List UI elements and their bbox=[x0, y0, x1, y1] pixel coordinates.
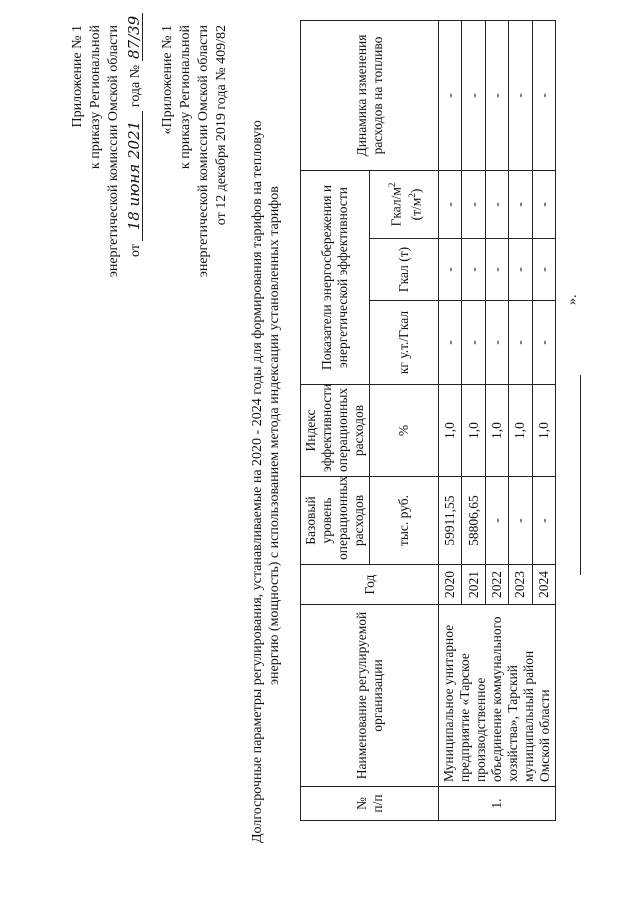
appendix-commission: энергетической комиссии Омской области bbox=[106, 25, 121, 278]
appendix-date-line bbox=[126, 13, 144, 257]
cell-gcal-m2: - bbox=[509, 170, 532, 238]
cell-index: 1,0 bbox=[439, 385, 462, 477]
handwritten-date: 18 июня 2021 bbox=[126, 111, 143, 241]
unit-gcal-m2-text: Гкал/м bbox=[388, 187, 403, 227]
year-no-label: года № bbox=[128, 64, 143, 108]
cell-fuel: - bbox=[485, 20, 508, 170]
unit-kg-fuel: кг у.т./Гкал bbox=[370, 301, 439, 385]
cell-gcal-m2: - bbox=[532, 170, 555, 238]
cell-year: 2020 bbox=[439, 565, 462, 605]
cell-kg: - bbox=[439, 301, 462, 385]
header-efficiency-index: Индекс эффективности операционных расходов bbox=[301, 385, 370, 477]
cell-year: 2023 bbox=[509, 565, 532, 605]
cell-base: - bbox=[485, 477, 508, 565]
cell-fuel: - bbox=[509, 20, 532, 170]
unit-close: ) bbox=[408, 188, 424, 194]
appendix-order-ref: к приказу Региональной bbox=[88, 25, 103, 170]
cell-index: 1,0 bbox=[509, 385, 532, 477]
cell-gcal: - bbox=[485, 239, 508, 301]
cell-gcal: - bbox=[462, 239, 485, 301]
cell-index: 1,0 bbox=[462, 385, 485, 477]
quoted-appendix-date: от 12 декабря 2019 года № 409/82 bbox=[214, 25, 229, 226]
header-fuel-dynamics: Динамика изменения расходов на топливо bbox=[301, 20, 439, 170]
table-header-row bbox=[301, 20, 370, 820]
handwritten-number: 87/39 bbox=[126, 13, 143, 61]
quoted-appendix-title: «Приложение № 1 bbox=[160, 25, 175, 135]
unit-base: тыс. руб. bbox=[370, 477, 439, 565]
signature-divider bbox=[580, 375, 581, 575]
quoted-appendix-commission: энергетической комиссии Омской области bbox=[196, 25, 211, 278]
unit-index: % bbox=[370, 385, 439, 477]
cell-gcal: - bbox=[439, 239, 462, 301]
quoted-appendix-order-ref: к приказу Региональной bbox=[178, 25, 193, 170]
cell-fuel: - bbox=[439, 20, 462, 170]
appendix-title: Приложение № 1 bbox=[70, 25, 85, 128]
unit-tm2-text: (т/м bbox=[408, 197, 424, 221]
date-prefix: от bbox=[128, 244, 143, 257]
cell-index: 1,0 bbox=[532, 385, 555, 477]
cell-kg: - bbox=[509, 301, 532, 385]
document-title-line1: Долгосрочные параметры регулирования, устанавливаемые на 2020 - 2024 годы для формирования тарифов на тепловую bbox=[250, 120, 265, 843]
cell-year: 2021 bbox=[462, 565, 485, 605]
cell-gcal: - bbox=[509, 239, 532, 301]
cell-gcal-m2: - bbox=[462, 170, 485, 238]
unit-sup-1: 2 bbox=[386, 182, 397, 188]
cell-kg: - bbox=[532, 301, 555, 385]
header-year: Год bbox=[301, 565, 439, 605]
unit-sup-2: 2 bbox=[407, 193, 417, 198]
tariff-parameters-table bbox=[300, 20, 556, 821]
cell-fuel: - bbox=[462, 20, 485, 170]
header-num: № п/п bbox=[301, 787, 439, 821]
cell-kg: - bbox=[462, 301, 485, 385]
cell-base: 58806,65 bbox=[462, 477, 485, 565]
cell-gcal-m2: - bbox=[439, 170, 462, 238]
cell-base: - bbox=[532, 477, 555, 565]
header-organization: Наименование регулируемой организации bbox=[301, 605, 439, 787]
cell-fuel: - bbox=[532, 20, 555, 170]
cell-base: - bbox=[509, 477, 532, 565]
organization-name: Муниципальное унитарное предприятие «Тарское производственное объединение коммунального хозяйства», Тарский муниципальный район Омской области bbox=[439, 605, 556, 787]
cell-kg: - bbox=[485, 301, 508, 385]
cell-gcal-m2: - bbox=[485, 170, 508, 238]
closing-quote: ». bbox=[565, 294, 580, 305]
cell-year: 2022 bbox=[485, 565, 508, 605]
cell-year: 2024 bbox=[532, 565, 555, 605]
cell-gcal: - bbox=[532, 239, 555, 301]
header-base-level: Базовый уровень операционных расходов bbox=[301, 477, 370, 565]
document-title-line2: энергию (мощность) с использованием метода индексации установленных тарифов bbox=[267, 186, 282, 685]
unit-gcal: Гкал (т) bbox=[370, 239, 439, 301]
cell-index: 1,0 bbox=[485, 385, 508, 477]
unit-gcal-m2 bbox=[370, 170, 439, 238]
header-energy-saving: Показатели энергосбережения и энергетической эффективности bbox=[301, 170, 370, 384]
table-row bbox=[439, 20, 462, 820]
row-number: 1. bbox=[439, 787, 556, 821]
cell-base: 59911,55 bbox=[439, 477, 462, 565]
